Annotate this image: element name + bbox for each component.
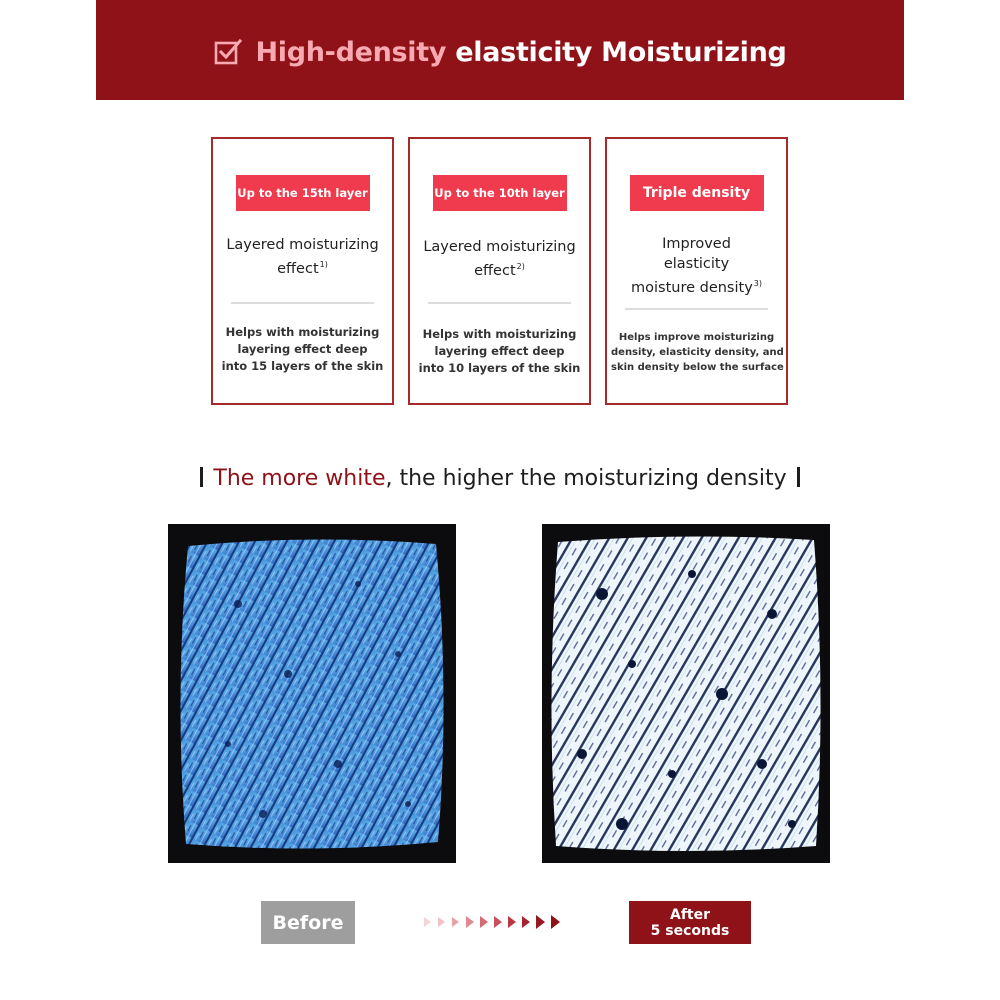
card-badge: Triple density xyxy=(630,175,764,211)
feature-card-layer-10 xyxy=(408,137,591,405)
card-description xyxy=(611,330,782,375)
feature-card-triple-density xyxy=(605,137,788,405)
desc-line: layering effect deep xyxy=(434,344,565,358)
title-rest: elasticity Moisturizing xyxy=(455,36,787,68)
footnote-marker: 2) xyxy=(516,262,525,271)
card-divider xyxy=(231,302,374,304)
footnote-marker: 1) xyxy=(319,260,328,269)
header-content xyxy=(213,37,786,68)
heading-line: Layered moisturizing xyxy=(226,237,379,253)
card-badge: Up to the 10th layer xyxy=(433,175,567,211)
after-photo xyxy=(542,524,830,863)
heading-line: Improved xyxy=(662,236,731,252)
heading-line: Layered moisturizing xyxy=(423,239,576,255)
card-divider xyxy=(428,302,571,304)
comparison-subtitle xyxy=(0,466,1000,491)
subtitle-highlight: The more white xyxy=(213,466,386,491)
chevron-arrows-icon xyxy=(424,914,566,930)
before-photo xyxy=(168,524,456,863)
desc-line: density, elasticity density, and xyxy=(611,347,784,358)
checkbox-icon xyxy=(213,37,243,67)
card-description xyxy=(217,324,388,375)
feature-card-layer-15 xyxy=(211,137,394,405)
desc-line: layering effect deep xyxy=(237,342,368,356)
card-description xyxy=(414,326,585,377)
card-divider xyxy=(625,308,768,310)
card-heading xyxy=(219,235,386,279)
heading-line: moisture density xyxy=(630,279,753,296)
divider-bar xyxy=(200,467,203,487)
after-label-line: After xyxy=(669,906,711,923)
before-skin-texture xyxy=(168,524,456,863)
page-title xyxy=(255,37,786,68)
heading-line: effect xyxy=(277,260,319,277)
divider-bar xyxy=(797,467,800,487)
card-heading xyxy=(613,234,780,298)
heading-line: elasticity xyxy=(663,256,730,272)
after-skin-texture xyxy=(542,524,830,863)
desc-line: Helps improve moisturizing xyxy=(618,332,775,343)
header-banner xyxy=(96,0,904,100)
footnote-marker: 3) xyxy=(753,279,762,288)
desc-line: into 15 layers of the skin xyxy=(221,359,384,373)
heading-line: effect xyxy=(474,262,516,279)
after-label-line: 5 seconds xyxy=(650,922,730,939)
desc-line: Helps with moisturizing xyxy=(225,325,380,339)
card-badge: Up to the 15th layer xyxy=(236,175,370,211)
after-label xyxy=(629,901,751,944)
subtitle-rest: , the higher the moisturizing density xyxy=(385,466,787,491)
desc-line: skin density below the surface xyxy=(611,362,784,373)
desc-line: into 10 layers of the skin xyxy=(418,361,581,375)
desc-line: Helps with moisturizing xyxy=(422,327,577,341)
before-label: Before xyxy=(261,901,355,944)
title-highlight: High-density xyxy=(255,36,447,68)
card-heading xyxy=(416,237,583,281)
